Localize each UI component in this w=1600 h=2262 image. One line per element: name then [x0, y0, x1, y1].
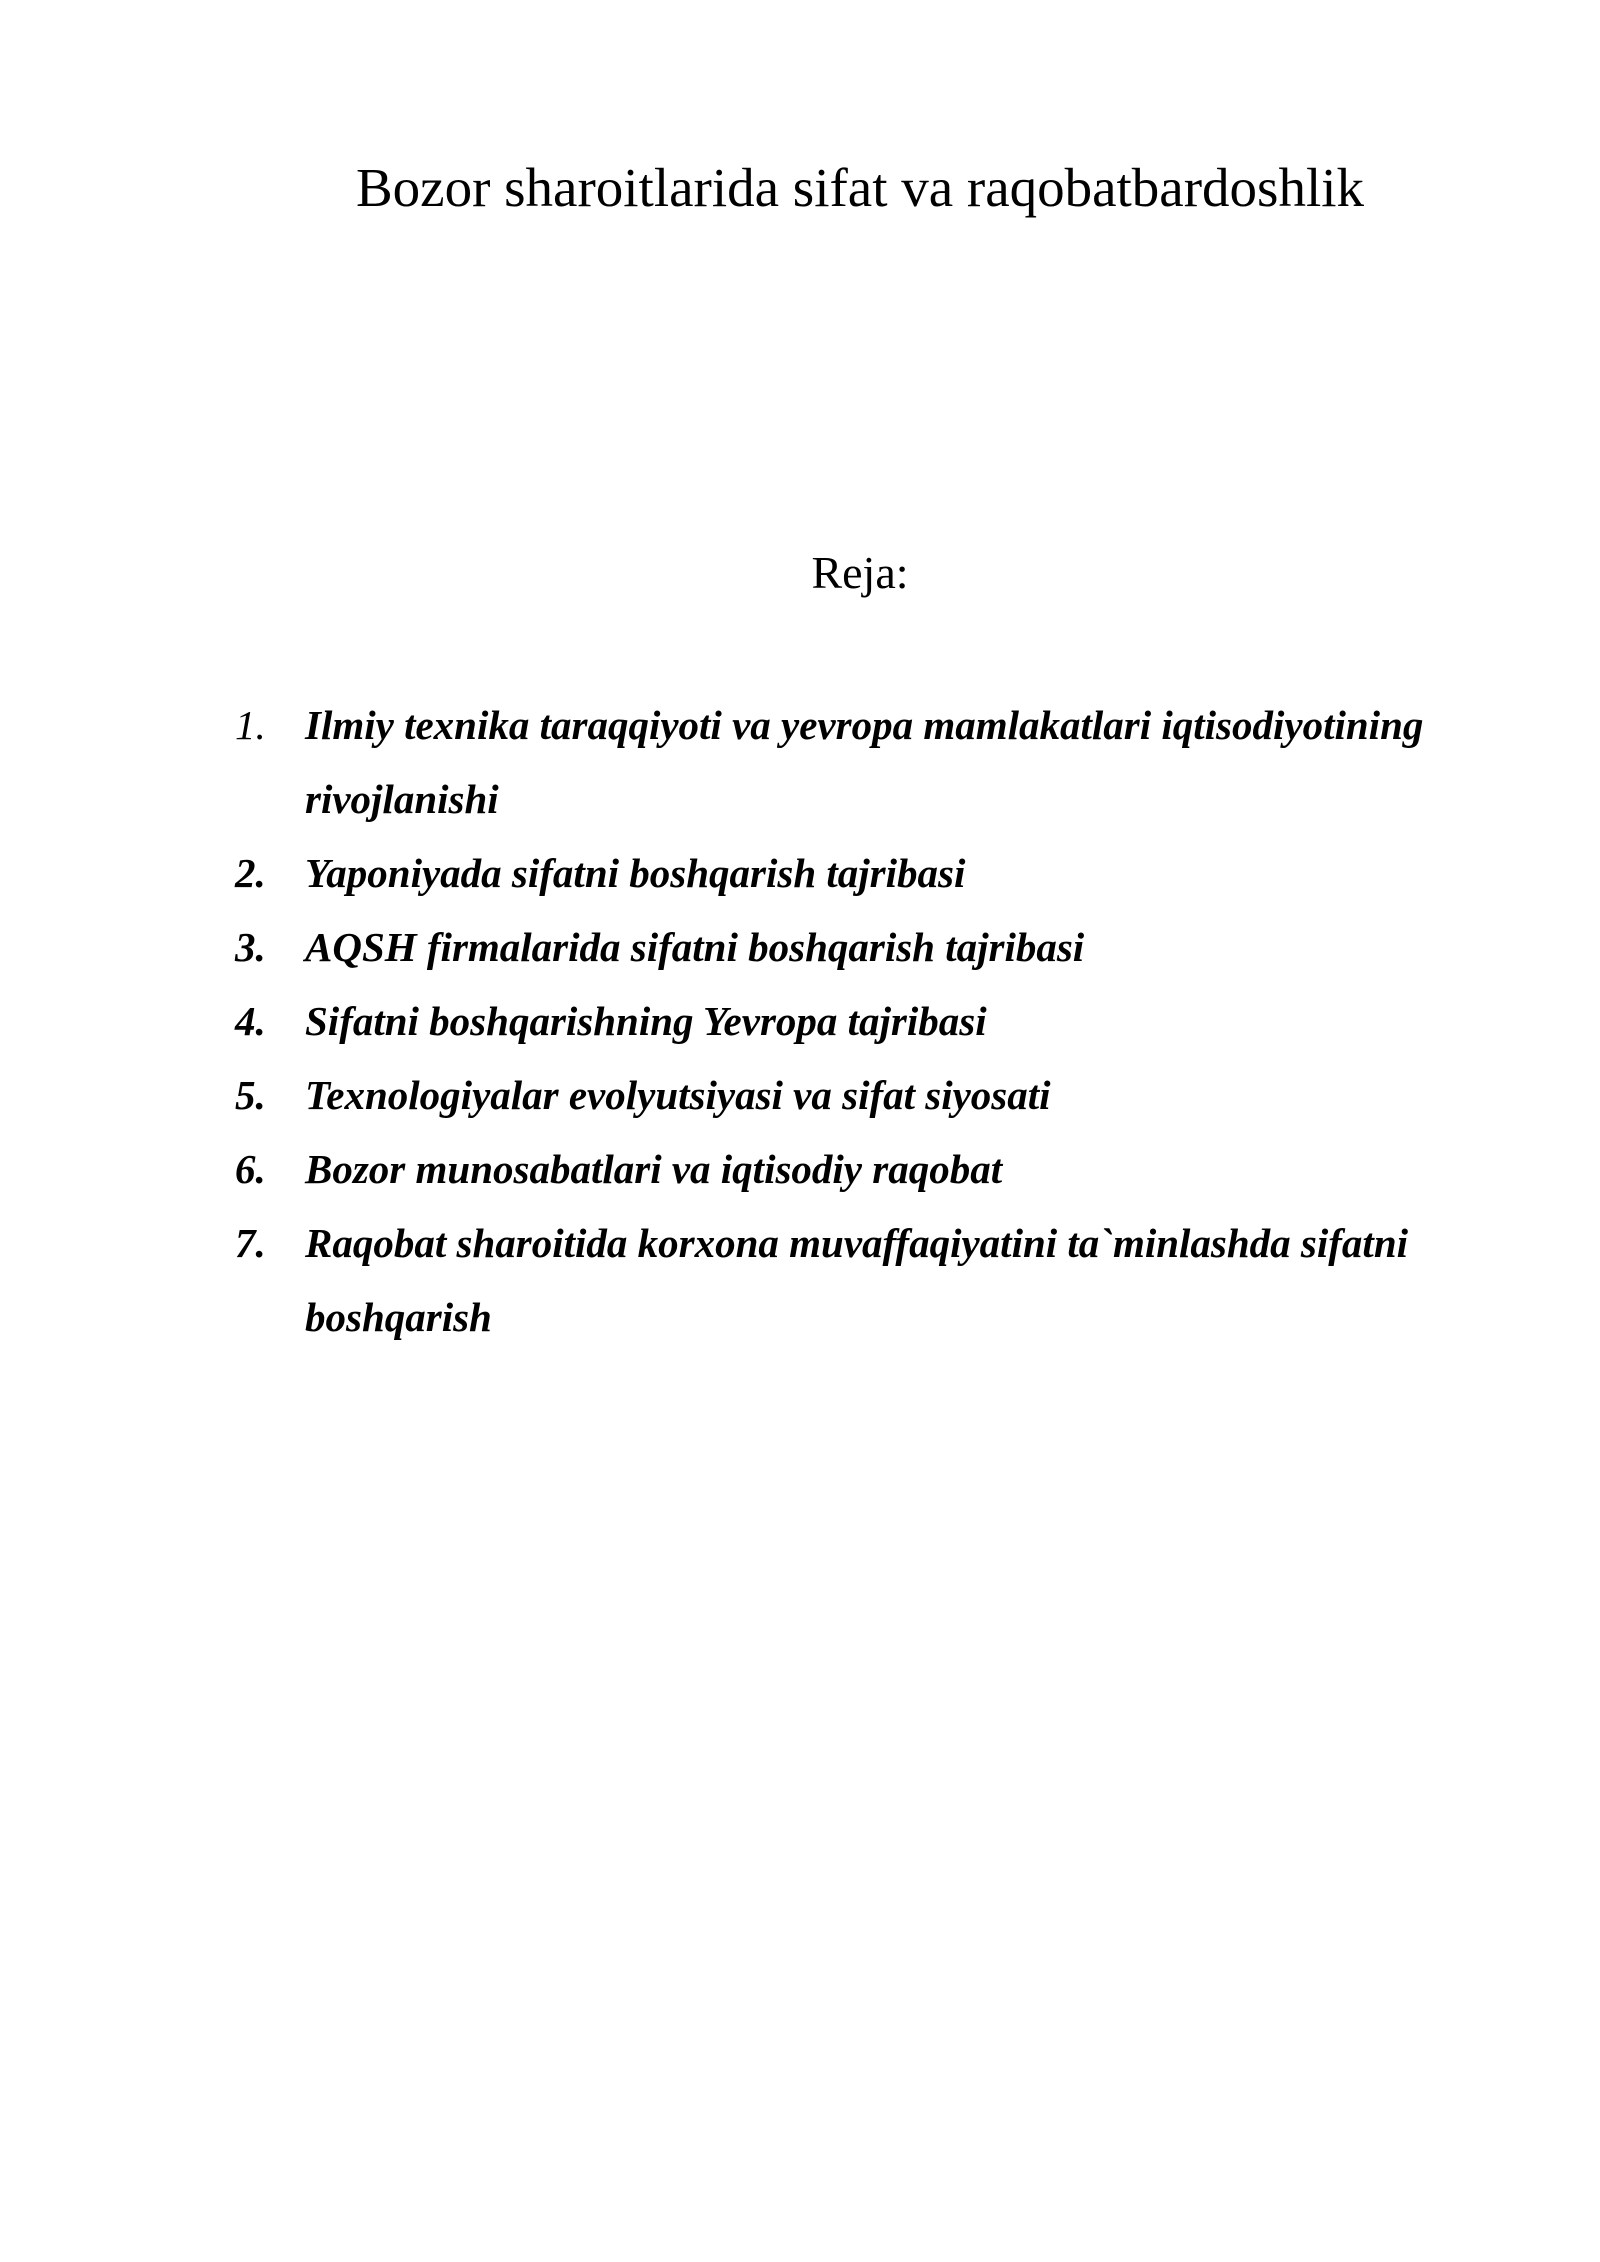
- plan-item-text: Yaponiyada sifatni boshqarish tajribasi: [305, 850, 966, 896]
- plan-item-number: 3.: [235, 924, 266, 970]
- document-title: Bozor sharoitlarida sifat va raqobatbardoshlik: [355, 157, 1365, 218]
- plan-item-number: 5.: [235, 1072, 266, 1118]
- plan-item-number: 4.: [235, 998, 266, 1044]
- plan-item-text: Bozor munosabatlari va iqtisodiy raqobat: [305, 1146, 1003, 1192]
- plan-item-number: 1.: [235, 702, 266, 748]
- plan-item-text: Raqobat sharoitida korxona muvaffaqiyatini ta`minlashda sifatni boshqarish: [305, 1220, 1409, 1340]
- plan-item-1: [235, 688, 1495, 836]
- plan-item-7: [235, 1206, 1495, 1354]
- plan-item-text: Ilmiy texnika taraqqiyoti va yevropa mamlakatlari iqtisodiyotining rivojlanishi: [305, 702, 1424, 822]
- plan-heading: Reja:: [811, 547, 909, 598]
- plan-item-number: 2.: [235, 850, 266, 896]
- plan-list: [235, 688, 1495, 1354]
- plan-item-text: Texnologiyalar evolyutsiyasi va sifat siyosati: [305, 1072, 1051, 1118]
- plan-item-text: Sifatni boshqarishning Yevropa tajribasi: [305, 998, 987, 1044]
- plan-item-4: [235, 984, 1495, 1058]
- plan-item-5: [235, 1058, 1495, 1132]
- plan-item-number: 6.: [235, 1146, 266, 1192]
- plan-item-text: AQSH firmalarida sifatni boshqarish tajribasi: [305, 924, 1085, 970]
- plan-item-number: 7.: [235, 1220, 266, 1266]
- plan-item-2: [235, 836, 1495, 910]
- plan-item-3: [235, 910, 1495, 984]
- plan-item-6: [235, 1132, 1495, 1206]
